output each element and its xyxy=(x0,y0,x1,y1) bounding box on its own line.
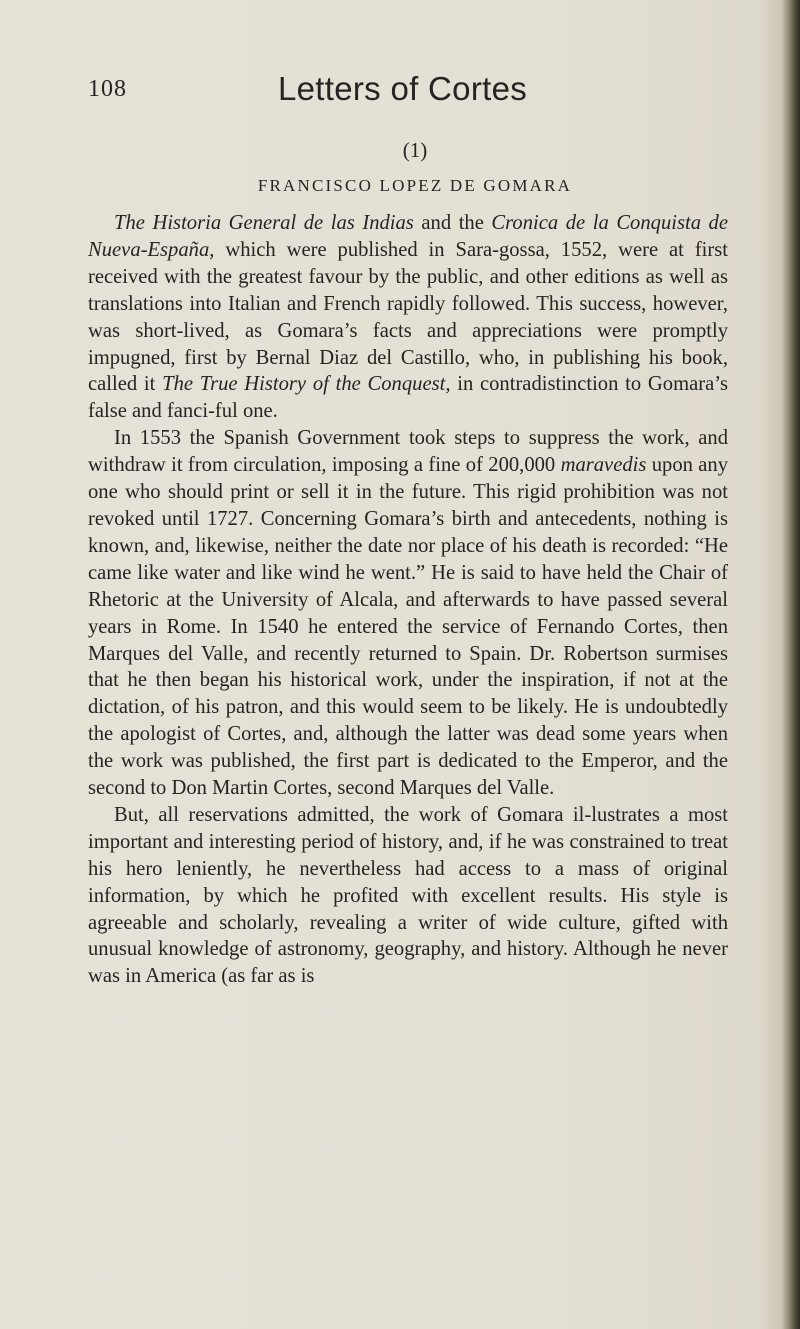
text-segment: maravedis xyxy=(560,454,647,477)
text-segment: The Historia General de las Indias xyxy=(114,212,414,234)
text-segment: upon any one who should print or sell it in the future. This rigid prohibition was not revoked until 1727. Concerning Gomara’s birth and antecedents, nothing is known, and, likewise, neither the date nor place of his death is recorded: “He came like water and like wind he went.” He is said to have held the Chair of Rhetoric at the University of Alcala, and afterwards to have passed several years in Rome. In 1540 he entered the service of Fernando Cortes, then Marques del Valle, and recently returned to Spain. Dr. Robertson surmises that he then began his historical work, under the inspiration, if not at the dictation, of his patron, and this would seem to be likely. He is undoubtedly the apologist of Cortes, and, although the latter was dead some years when the work was published, the first part is dedicated to the Emperor, and the second to Don Martin Cortes, second Marques del Valle. xyxy=(88,454,729,800)
text-segment: But, all reservations admitted, the work of Gomara il-lustrates a most important and interesting period of history, and, if he was constrained to treat his hero leniently, he nevertheless had access to a mass of original information, by which he profited with excellent results. His style is agreeable and scholarly, revealing a writer of wide culture, gifted with unusual knowledge of astronomy, geography, and history. Although he never was in America (as far as is xyxy=(88,803,728,988)
binding-edge xyxy=(782,0,800,1329)
text-segment: The True History of the Conquest, xyxy=(162,373,451,396)
page-edge-shadow xyxy=(758,0,782,1329)
paragraph xyxy=(88,425,728,802)
text-segment: in contradistinction to Gomara’s false and fanci-ful one. xyxy=(88,373,728,423)
running-title: Letters of Cortes xyxy=(278,70,528,107)
paragraph xyxy=(88,210,728,425)
text-segment: and the xyxy=(413,212,492,234)
page-header xyxy=(88,70,728,120)
section-heading: FRANCISCO LOPEZ DE GOMARA xyxy=(257,176,573,195)
text-segment: Cronica de la Conquista de Nueva-España, xyxy=(88,212,728,261)
paragraph xyxy=(88,802,728,990)
body-text xyxy=(88,210,728,990)
section-number: (1) xyxy=(402,138,428,162)
page-number: 108 xyxy=(88,76,127,102)
text-segment: In 1553 the Spanish Government took steps to suppress the work, and withdraw it from circulation, imposing a fine of 200,000 xyxy=(88,427,728,477)
text-segment: which were published in Sara-gossa, 1552, were at first received with the greatest favour by the public, and other editions as well as translations into Italian and French rapidly followed. This success, however, was short-lived, as Gomara’s facts and appreciations were promptly impugned, first by Bernal Diaz del Castillo, who, in publishing his book, called it xyxy=(88,238,728,396)
